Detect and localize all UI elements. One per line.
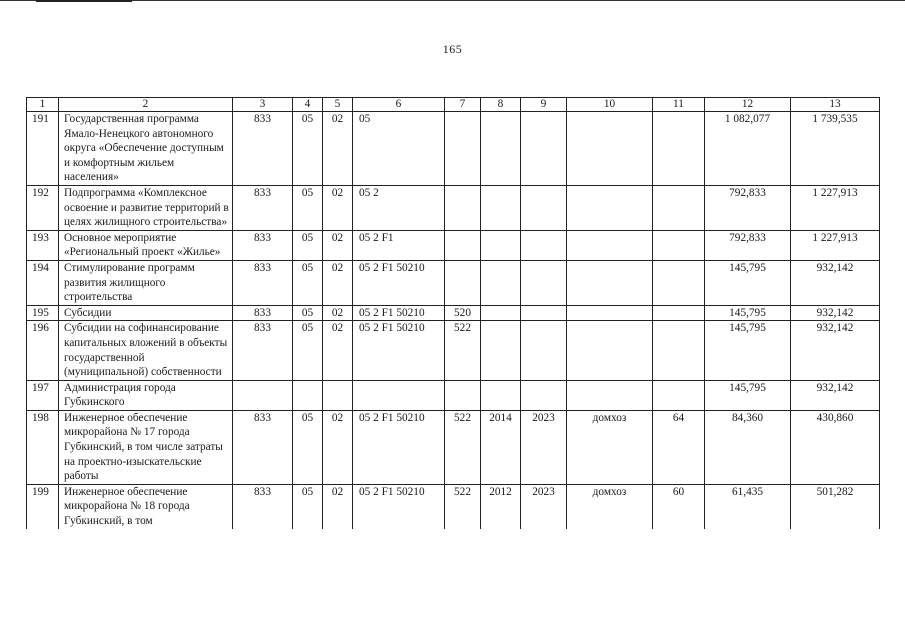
unit (567, 112, 653, 186)
item-name: Государственная программа Ямало-Ненецкого автономного округа «Обеспечение доступным и комфортным жильем населения» (59, 112, 233, 186)
table-row (27, 112, 880, 186)
subsection-code: 02 (323, 112, 353, 186)
expense-type-code (445, 230, 481, 260)
item-name: Подпрограмма «Комплексное освоение и развитие территорий в целях жилищного строительства» (59, 185, 233, 230)
capacity (653, 260, 705, 305)
capacity (653, 380, 705, 410)
subsection-code (323, 380, 353, 410)
start-year (481, 112, 521, 186)
table-row (27, 380, 880, 410)
start-year (481, 230, 521, 260)
unit: домхоз (567, 484, 653, 528)
unit (567, 305, 653, 321)
amount-year-1: 145,795 (705, 380, 791, 410)
section-code: 05 (293, 321, 323, 380)
end-year: 2023 (521, 484, 567, 528)
section-code: 05 (293, 410, 323, 484)
amount-year-2: 1 227,913 (791, 230, 880, 260)
ministry-code: 833 (233, 260, 293, 305)
capacity: 60 (653, 484, 705, 528)
amount-year-1: 792,833 (705, 185, 791, 230)
amount-year-2: 932,142 (791, 260, 880, 305)
column-header: 8 (481, 98, 521, 112)
target-article-code: 05 (353, 112, 445, 186)
amount-year-1: 84,360 (705, 410, 791, 484)
capacity (653, 185, 705, 230)
target-article-code: 05 2 (353, 185, 445, 230)
amount-year-1: 61,435 (705, 484, 791, 528)
column-header: 7 (445, 98, 481, 112)
ministry-code: 833 (233, 305, 293, 321)
expense-type-code: 522 (445, 321, 481, 380)
section-code: 05 (293, 305, 323, 321)
column-header: 11 (653, 98, 705, 112)
section-code: 05 (293, 230, 323, 260)
budget-table (26, 97, 880, 529)
ministry-code (233, 380, 293, 410)
item-name: Администрация города Губкинского (59, 380, 233, 410)
top-edge-mark (36, 0, 132, 2)
column-header: 5 (323, 98, 353, 112)
start-year (481, 260, 521, 305)
row-number: 195 (27, 305, 59, 321)
table-row (27, 410, 880, 484)
subsection-code: 02 (323, 305, 353, 321)
end-year (521, 185, 567, 230)
amount-year-2: 430,860 (791, 410, 880, 484)
ministry-code: 833 (233, 230, 293, 260)
capacity (653, 230, 705, 260)
amount-year-2: 1 227,913 (791, 185, 880, 230)
amount-year-2: 932,142 (791, 321, 880, 380)
target-article-code: 05 2 F1 50210 (353, 260, 445, 305)
capacity (653, 305, 705, 321)
table-row (27, 260, 880, 305)
row-number: 192 (27, 185, 59, 230)
row-number: 196 (27, 321, 59, 380)
ministry-code: 833 (233, 185, 293, 230)
end-year (521, 305, 567, 321)
row-number: 199 (27, 484, 59, 528)
end-year (521, 260, 567, 305)
unit (567, 380, 653, 410)
subsection-code: 02 (323, 185, 353, 230)
row-number: 194 (27, 260, 59, 305)
end-year (521, 112, 567, 186)
section-code: 05 (293, 260, 323, 305)
expense-type-code: 522 (445, 484, 481, 528)
target-article-code: 05 2 F1 50210 (353, 484, 445, 528)
column-header: 4 (293, 98, 323, 112)
table-row (27, 484, 880, 528)
expense-type-code (445, 380, 481, 410)
row-number: 197 (27, 380, 59, 410)
subsection-code: 02 (323, 260, 353, 305)
end-year (521, 230, 567, 260)
ministry-code: 833 (233, 484, 293, 528)
item-name: Стимулирование программ развития жилищного строительства (59, 260, 233, 305)
start-year (481, 380, 521, 410)
unit (567, 230, 653, 260)
column-header: 3 (233, 98, 293, 112)
amount-year-2: 501,282 (791, 484, 880, 528)
table-row (27, 185, 880, 230)
table-row (27, 321, 880, 380)
page-number: 165 (442, 42, 463, 56)
capacity: 64 (653, 410, 705, 484)
ministry-code: 833 (233, 410, 293, 484)
target-article-code: 05 2 F1 (353, 230, 445, 260)
section-code: 05 (293, 185, 323, 230)
ministry-code: 833 (233, 321, 293, 380)
amount-year-2: 932,142 (791, 380, 880, 410)
column-header: 1 (27, 98, 59, 112)
top-border-line (0, 0, 905, 1)
end-year: 2023 (521, 410, 567, 484)
item-name: Субсидии на софинансирование капитальных вложений в объекты государственной (муниципальной) собственности (59, 321, 233, 380)
column-header: 13 (791, 98, 880, 112)
table-row (27, 305, 880, 321)
column-header: 2 (59, 98, 233, 112)
section-code: 05 (293, 112, 323, 186)
amount-year-1: 145,795 (705, 260, 791, 305)
row-number: 193 (27, 230, 59, 260)
column-header: 12 (705, 98, 791, 112)
unit: домхоз (567, 410, 653, 484)
expense-type-code: 520 (445, 305, 481, 321)
item-name: Инженерное обеспечение микрорайона № 18 города Губкинский, в том (59, 484, 233, 528)
section-code: 05 (293, 484, 323, 528)
start-year: 2014 (481, 410, 521, 484)
capacity (653, 321, 705, 380)
capacity (653, 112, 705, 186)
start-year: 2012 (481, 484, 521, 528)
unit (567, 185, 653, 230)
row-number: 198 (27, 410, 59, 484)
target-article-code (353, 380, 445, 410)
column-header: 6 (353, 98, 445, 112)
subsection-code: 02 (323, 230, 353, 260)
expense-type-code (445, 112, 481, 186)
amount-year-1: 145,795 (705, 305, 791, 321)
subsection-code: 02 (323, 321, 353, 380)
amount-year-2: 1 739,535 (791, 112, 880, 186)
target-article-code: 05 2 F1 50210 (353, 321, 445, 380)
header-row (27, 98, 880, 112)
start-year (481, 321, 521, 380)
item-name: Основное мероприятие «Региональный проект «Жилье» (59, 230, 233, 260)
table-row (27, 230, 880, 260)
start-year (481, 185, 521, 230)
unit (567, 260, 653, 305)
amount-year-1: 145,795 (705, 321, 791, 380)
amount-year-1: 792,833 (705, 230, 791, 260)
item-name: Инженерное обеспечение микрорайона № 17 города Губкинский, в том числе затраты на проектно-изыскательские работы (59, 410, 233, 484)
column-header: 10 (567, 98, 653, 112)
amount-year-2: 932,142 (791, 305, 880, 321)
expense-type-code: 522 (445, 410, 481, 484)
end-year (521, 321, 567, 380)
column-header: 9 (521, 98, 567, 112)
section-code (293, 380, 323, 410)
unit (567, 321, 653, 380)
row-number: 191 (27, 112, 59, 186)
ministry-code: 833 (233, 112, 293, 186)
item-name: Субсидии (59, 305, 233, 321)
expense-type-code (445, 185, 481, 230)
subsection-code: 02 (323, 484, 353, 528)
amount-year-1: 1 082,077 (705, 112, 791, 186)
start-year (481, 305, 521, 321)
end-year (521, 380, 567, 410)
expense-type-code (445, 260, 481, 305)
target-article-code: 05 2 F1 50210 (353, 410, 445, 484)
target-article-code: 05 2 F1 50210 (353, 305, 445, 321)
subsection-code: 02 (323, 410, 353, 484)
